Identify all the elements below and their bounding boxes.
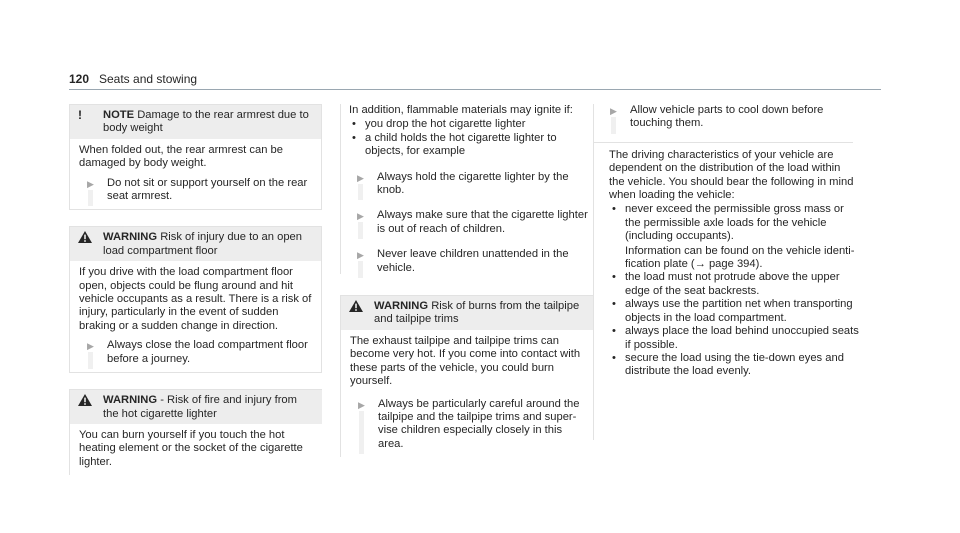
warning-triangle-icon	[349, 300, 363, 312]
list-item: • the load must not protrude above the upper edge of the seat backrests.	[612, 271, 840, 297]
warning-triangle-icon	[78, 394, 92, 406]
notice-step-text: Do not sit or support yourself on the rear seat armrest.	[107, 176, 308, 203]
col2-step-3	[349, 248, 593, 275]
warning-load-step-text: Always close the load compartment floor before a journey.	[107, 339, 308, 365]
bullet-note: Information can be found on the vehicle identification plate (	[625, 244, 855, 271]
warning-tailpipe-title: WARNING	[374, 300, 429, 313]
notice-step	[79, 177, 312, 204]
step-bar	[358, 184, 363, 201]
list-item: • always use the partition net when transporting objects in the load compartment.	[612, 298, 853, 324]
page-ref-link[interactable]: page 394).	[708, 258, 763, 271]
col3-intro: The driving characteristics of your vehicle are dependent on the distribution of the load within the vehicle. You should bear the following in mind when loading the vehicle:	[609, 148, 854, 202]
warning-lighter-box	[69, 389, 322, 475]
warning-tailpipe-box	[340, 295, 593, 457]
section-title: Seats and stowing	[99, 72, 198, 86]
warning-load-step	[79, 339, 312, 366]
warning-load-heading: Risk of injury due to an open load compartment floor	[103, 231, 302, 257]
notice-heading: Damage to the rear armrest due to body weight	[103, 109, 309, 135]
col3-step	[602, 104, 847, 131]
warning-tailpipe-step-text: Always be particularly careful around the tailpipe and the tailpipe trims and supervise children especially closely in this area.	[378, 397, 580, 450]
step-arrow-icon: ▶	[87, 341, 94, 352]
notice-title: NOTE	[103, 109, 135, 121]
list-item: • secure the load using the tie-down eyes and distribute the load evenly.	[612, 351, 844, 378]
step-bar	[611, 117, 616, 134]
warning-lighter-title: WARNING	[103, 394, 158, 407]
notice-body: When folded out, the rear armrest can be damaged by body weight.	[79, 143, 283, 170]
warning-load-box	[69, 226, 322, 373]
step-bar	[358, 261, 363, 278]
notice-box	[69, 104, 322, 210]
step-arrow-icon: ▶	[357, 250, 364, 261]
column-1	[69, 104, 322, 475]
col2-step-text: Never leave children unattended in the vehicle.	[377, 248, 569, 274]
page-header	[69, 73, 881, 90]
step-bar	[88, 352, 93, 369]
warning-triangle-icon	[78, 231, 92, 243]
warning-lighter-body: You can burn yourself if you touch the hot heating element or the socket of the cigarette lighter.	[79, 428, 303, 468]
col2-intro: In addition, flammable materials may ignite if:	[349, 104, 573, 116]
page-number: 120	[69, 72, 90, 86]
warning-tailpipe-body: The exhaust tailpipe and tailpipe trims can become very hot. If you come into contact with these parts of the vehicle, you could burn yourself.	[350, 334, 581, 388]
col2-step-1	[349, 171, 593, 198]
column-3	[593, 104, 863, 379]
col3-step-text: Allow vehicle parts to cool down before touching them.	[630, 104, 824, 130]
step-arrow-icon: ▶	[357, 211, 364, 222]
col2-bullet-list	[349, 118, 593, 158]
step-bar	[359, 411, 364, 455]
warning-tailpipe-step	[350, 398, 584, 452]
exclamation-icon: !	[78, 108, 82, 122]
warning-load-body: If you drive with the load compartment floor open, objects could be flung around and hit vehicle occupants as a result. There is a risk of injury, particularly in the event of sudden braking or a sudden change in direction.	[79, 266, 312, 332]
warning-load-title: WARNING	[103, 231, 158, 244]
step-arrow-icon: ▶	[610, 106, 617, 116]
step-arrow-icon: ▶	[357, 172, 364, 183]
warning-lighter-header	[70, 390, 322, 424]
warning-lighter-heading: - Risk of fire and injury from the hot cigarette lighter	[103, 394, 297, 420]
col2-step-text: Always make sure that the cigarette lighter is out of reach of children.	[377, 209, 588, 235]
list-item: • you drop the hot cigarette lighter	[352, 118, 526, 131]
warning-tailpipe-heading: Risk of burns from the tailpipe and tailpipe trims	[374, 300, 580, 326]
col2-step-text: Always hold the cigarette lighter by the knob.	[377, 170, 569, 197]
warning-tailpipe-header	[341, 296, 593, 330]
list-item: • always place the load behind unoccupied seats if possible.	[612, 325, 859, 351]
step-bar	[88, 190, 93, 207]
notice-header	[70, 105, 321, 139]
col3-divider	[593, 142, 853, 143]
col2-step-2	[349, 209, 593, 236]
step-arrow-icon: ▶	[358, 399, 365, 410]
step-bar	[358, 222, 363, 239]
step-arrow-icon: ▶	[87, 178, 94, 189]
list-item: • never exceed the permissible gross mass or the permissible axle loads for the vehicle (including occupants). Information can be found on the vehicle identification plate (→ page 394).	[612, 203, 855, 271]
col3-bullet-list	[609, 203, 859, 378]
page-ref-arrow-icon: →	[694, 258, 706, 271]
warning-load-header	[70, 227, 321, 261]
column-2	[340, 104, 593, 457]
list-item: • a child holds the hot cigarette lighter to objects, for example	[352, 131, 557, 158]
